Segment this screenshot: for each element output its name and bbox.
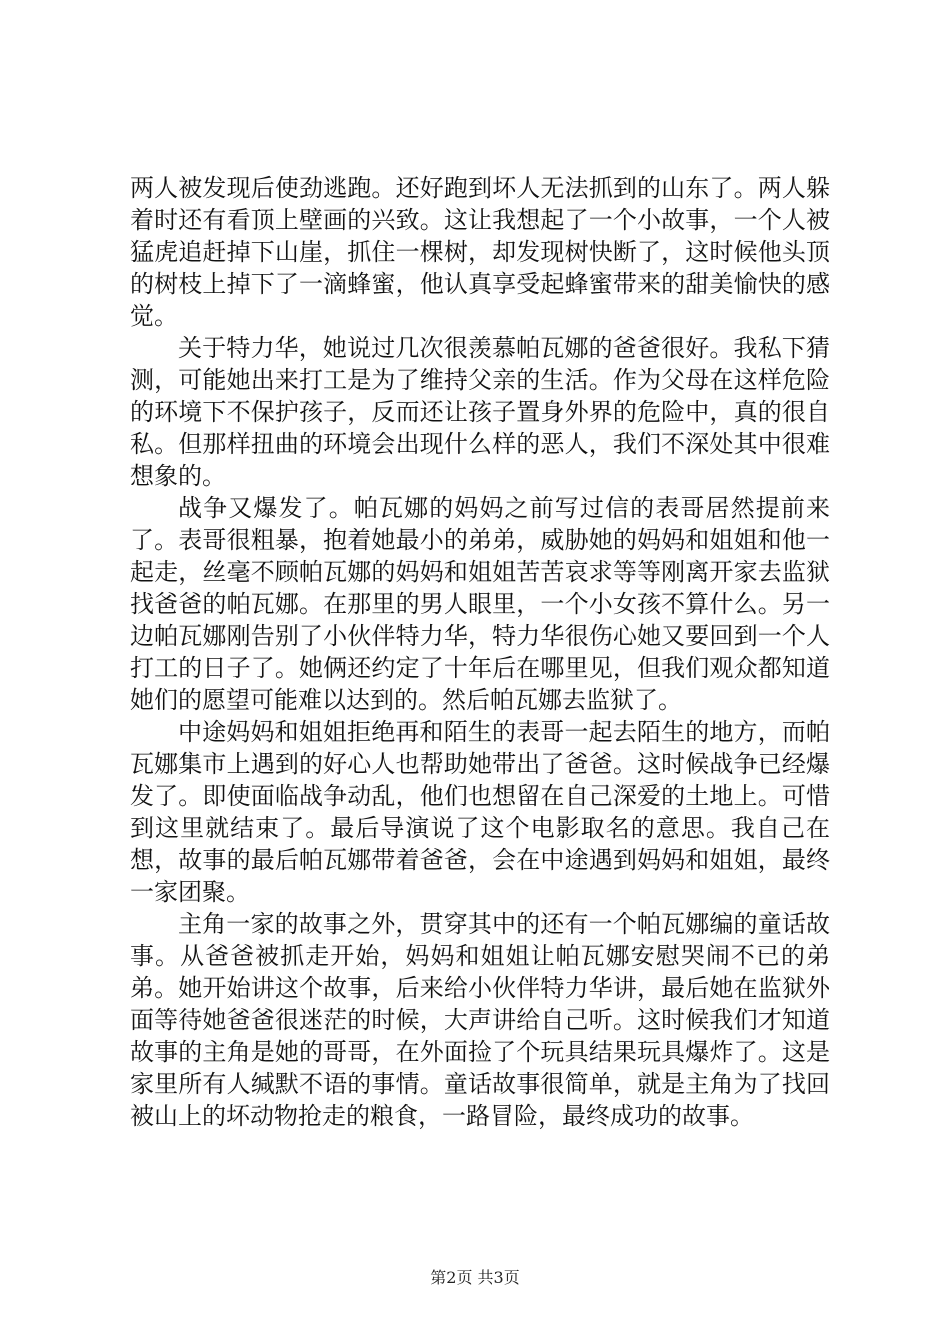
page-number-footer: 第2页 共3页 [430,1268,520,1287]
paragraph-4: 中途妈妈和姐姐拒绝再和陌生的表哥一起去陌生的地方，而帕瓦娜集市上遇到的好心人也帮助她带出了爸爸。这时候战争已经爆发了。即使面临战争动乱，他们也想留在自己深爱的土地上。可惜到这里就结束了。最后导演说了这个电影取名的意思。我自己在想，故事的最后帕瓦娜带着爸爸，会在中途遇到妈妈和姐姐，最终一家团聚。 [130,718,830,906]
document-body [130,172,830,1132]
paragraph-2: 关于特力华，她说过几次很羡慕帕瓦娜的爸爸很好。我私下猜测，可能她出来打工是为了维持父亲的生活。作为父母在这样危险的环境下不保护孩子，反而还让孩子置身外界的危险中，真的很自私。但那样扭曲的环境会出现什么样的恶人，我们不深处其中很难想象的。 [130,334,830,490]
paragraph-1: 两人被发现后使劲逃跑。还好跑到坏人无法抓到的山东了。两人躲着时还有看顶上壁画的兴致。这让我想起了一个小故事，一个人被猛虎追赶掉下山崖，抓住一棵树，却发现树快断了，这时候他头顶的树枝上掉下了一滴蜂蜜，他认真享受起蜂蜜带来的甜美愉快的感觉。 [130,174,830,330]
paragraph-3: 战争又爆发了。帕瓦娜的妈妈之前写过信的表哥居然提前来了。表哥很粗暴，抱着她最小的弟弟，威胁她的妈妈和姐姐和他一起走，丝毫不顾帕瓦娜的妈妈和姐姐苦苦哀求等等刚离开家去监狱找爸爸的帕瓦娜。在那里的男人眼里，一个小女孩不算什么。另一边帕瓦娜刚告别了小伙伴特力华，特力华很伤心她又要回到一个人打工的日子了。她俩还约定了十年后在哪里见，但我们观众都知道她们的愿望可能难以达到的。然后帕瓦娜去监狱了。 [130,494,830,714]
paragraph-5: 主角一家的故事之外，贯穿其中的还有一个帕瓦娜编的童话故事。从爸爸被抓走开始，妈妈和姐姐让帕瓦娜安慰哭闹不已的弟弟。她开始讲这个故事，后来给小伙伴特力华讲，最后她在监狱外面等待她爸爸很迷茫的时候，大声讲给自己听。这时候我们才知道故事的主角是她的哥哥，在外面捡了个玩具结果玩具爆炸了。这是家里所有人缄默不语的事情。童话故事很简单，就是主角为了找回被山上的坏动物抢走的粮食，一路冒险，最终成功的故事。 [130,910,830,1130]
